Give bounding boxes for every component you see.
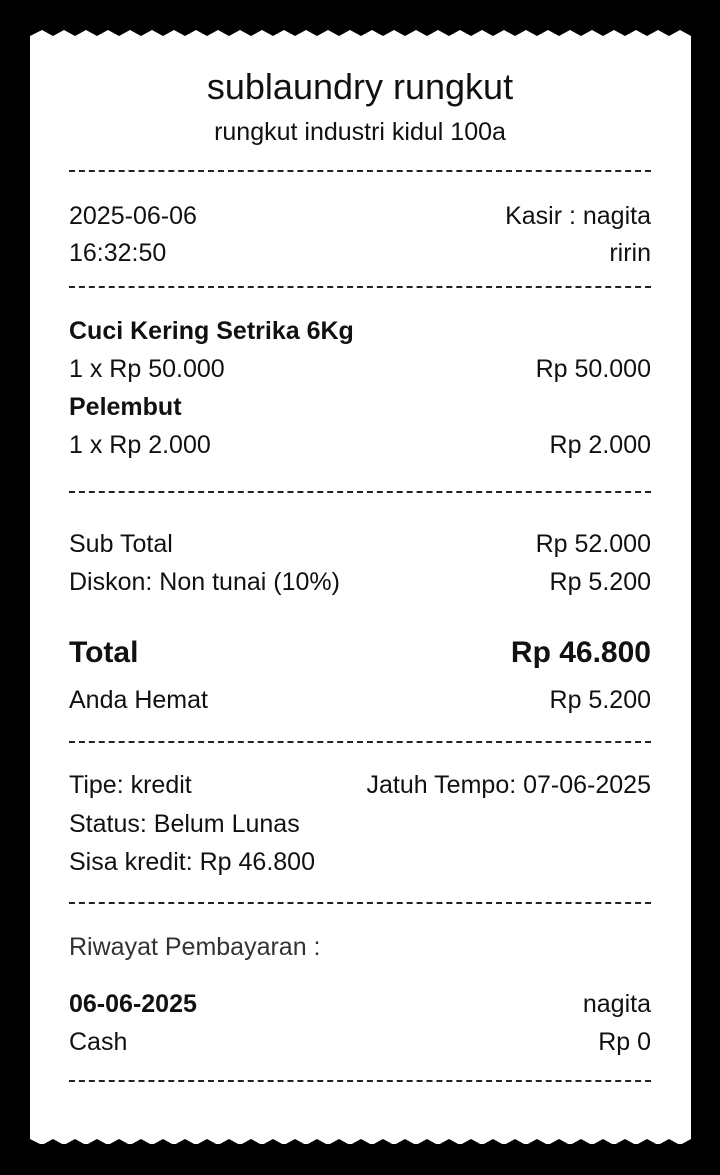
discount-label: Diskon: Non tunai (10%): [69, 568, 340, 596]
subtotal-row: [69, 529, 651, 559]
saved-row: [69, 685, 651, 715]
item-name: [69, 316, 651, 346]
subtotal-label: Sub Total: [69, 530, 173, 558]
divider: [69, 491, 651, 493]
history-method: Cash: [69, 1028, 128, 1056]
receipt-date: 2025-06-06: [69, 202, 197, 230]
total-label: Total: [69, 636, 139, 669]
divider: [69, 902, 651, 904]
credit-status: Status: Belum Lunas: [69, 810, 300, 838]
receipt-bottom-edge: [30, 1133, 691, 1145]
divider: [69, 170, 651, 172]
subtotal-value: Rp 52.000: [535, 530, 651, 558]
history-title-row: [69, 932, 651, 962]
meta-row-2: [69, 238, 651, 268]
total-row: [69, 636, 651, 670]
credit-status-row: [69, 809, 651, 839]
cashier-label: Kasir : nagita: [505, 202, 651, 230]
discount-value: Rp 5.200: [549, 568, 651, 596]
meta-row-1: [69, 201, 651, 231]
item-amount: Rp 50.000: [535, 355, 651, 383]
discount-row: [69, 567, 651, 597]
divider: [69, 741, 651, 743]
credit-remaining: Sisa kredit: Rp 46.800: [69, 848, 315, 876]
history-entry-row-1: [69, 989, 651, 1019]
history-entry-row-2: [69, 1027, 651, 1057]
history-user: nagita: [582, 990, 651, 1018]
item-qty-price: 1 x Rp 2.000: [69, 431, 211, 459]
divider: [69, 1080, 651, 1082]
credit-type: Tipe: kredit: [69, 771, 192, 799]
saved-value: Rp 5.200: [549, 686, 651, 714]
divider: [69, 286, 651, 288]
history-date: 06-06-2025: [69, 990, 197, 1018]
credit-row-1: [69, 770, 651, 800]
store-name: sublaundry rungkut: [206, 66, 514, 107]
item-qty-price: 1 x Rp 50.000: [69, 355, 225, 383]
credit-remaining-row: [69, 847, 651, 877]
receipt-top-edge: [30, 30, 691, 42]
receipt-time: 16:32:50: [69, 239, 167, 267]
history-amount: Rp 0: [598, 1028, 651, 1056]
item-line: [69, 430, 651, 460]
item-name-text: Pelembut: [69, 393, 182, 421]
credit-due-date: Jatuh Tempo: 07-06-2025: [366, 771, 651, 799]
saved-label: Anda Hemat: [69, 686, 208, 714]
item-line: [69, 354, 651, 384]
cashier-name-line2: ririn: [609, 239, 651, 267]
total-value: Rp 46.800: [510, 636, 651, 669]
item-amount: Rp 2.000: [549, 431, 651, 459]
item-name: [69, 392, 651, 422]
item-name-text: Cuci Kering Setrika 6Kg: [69, 317, 354, 345]
history-title: Riwayat Pembayaran :: [69, 933, 321, 961]
store-address: rungkut industri kidul 100a: [214, 118, 506, 146]
